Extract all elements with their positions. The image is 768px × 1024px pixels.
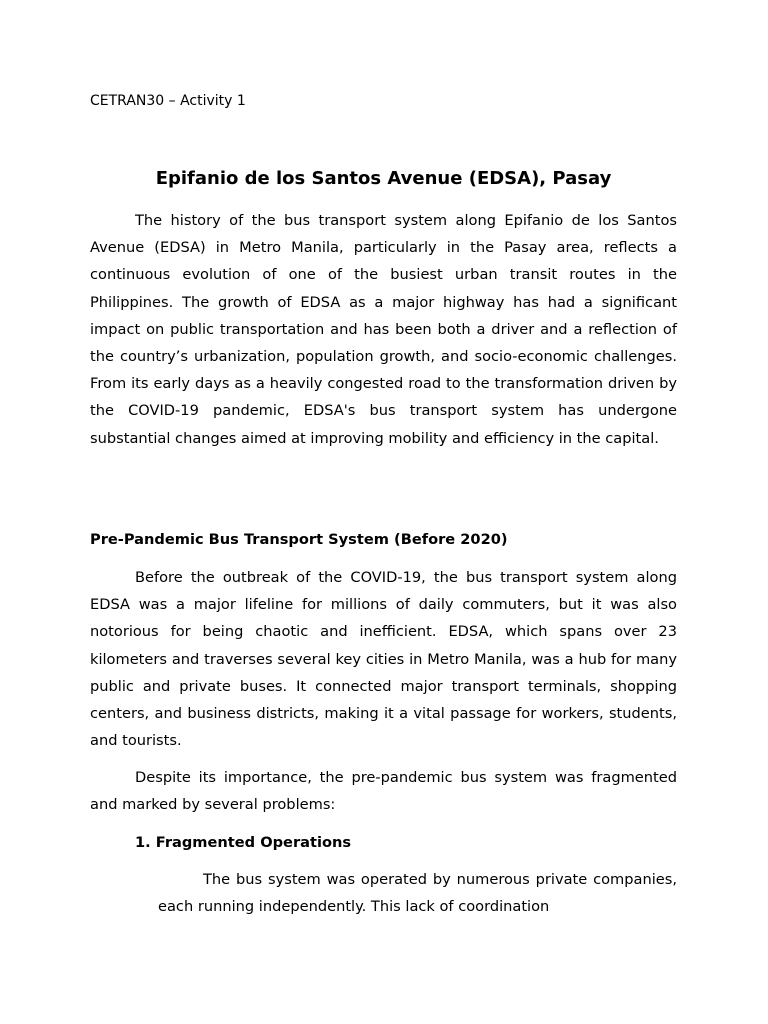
document-title: Epifanio de los Santos Avenue (EDSA), Pasay [155, 168, 612, 189]
list-item-paragraph: The bus system was operated by numerous private companies, each running independently. This lack of coordination [158, 871, 677, 916]
document-header: CETRAN30 – Activity 1 [90, 93, 246, 109]
intro-paragraph: The history of the bus transport system along Epifanio de los Santos Avenue (EDSA) in Metro Manila, particularly in the Pasay area, reflects a continuous evolution of one of the busiest urban transit routes in the Philippines. The growth of EDSA as a major highway has had a significant impact on public transportation and has been both a driver and a reflection of the country’s urbanization, population growth, and socio-economic challenges. From its early days as a heavily congested road to the transformation driven by the COVID-19 pandemic, EDSA's bus transport system has undergone substantial changes aimed at improving mobility and efficiency in the capital. [90, 212, 677, 447]
section-paragraph: Despite its importance, the pre-pandemic bus system was fragmented and marked by several problems: [90, 769, 677, 814]
section-paragraph: Before the outbreak of the COVID-19, the bus transport system along EDSA was a major lifeline for millions of daily commuters, but it was also notorious for being chaotic and inefficient. EDSA, which spans over 23 kilometers and traverses several key cities in Metro Manila, was a hub for many public and private buses. It connected major transport terminals, shopping centers, and business districts, making it a vital passage for workers, students, and tourists. [90, 569, 677, 750]
section-heading: Pre-Pandemic Bus Transport System (Before 2020) [90, 531, 508, 548]
list-item-heading: 1. Fragmented Operations [135, 834, 352, 851]
